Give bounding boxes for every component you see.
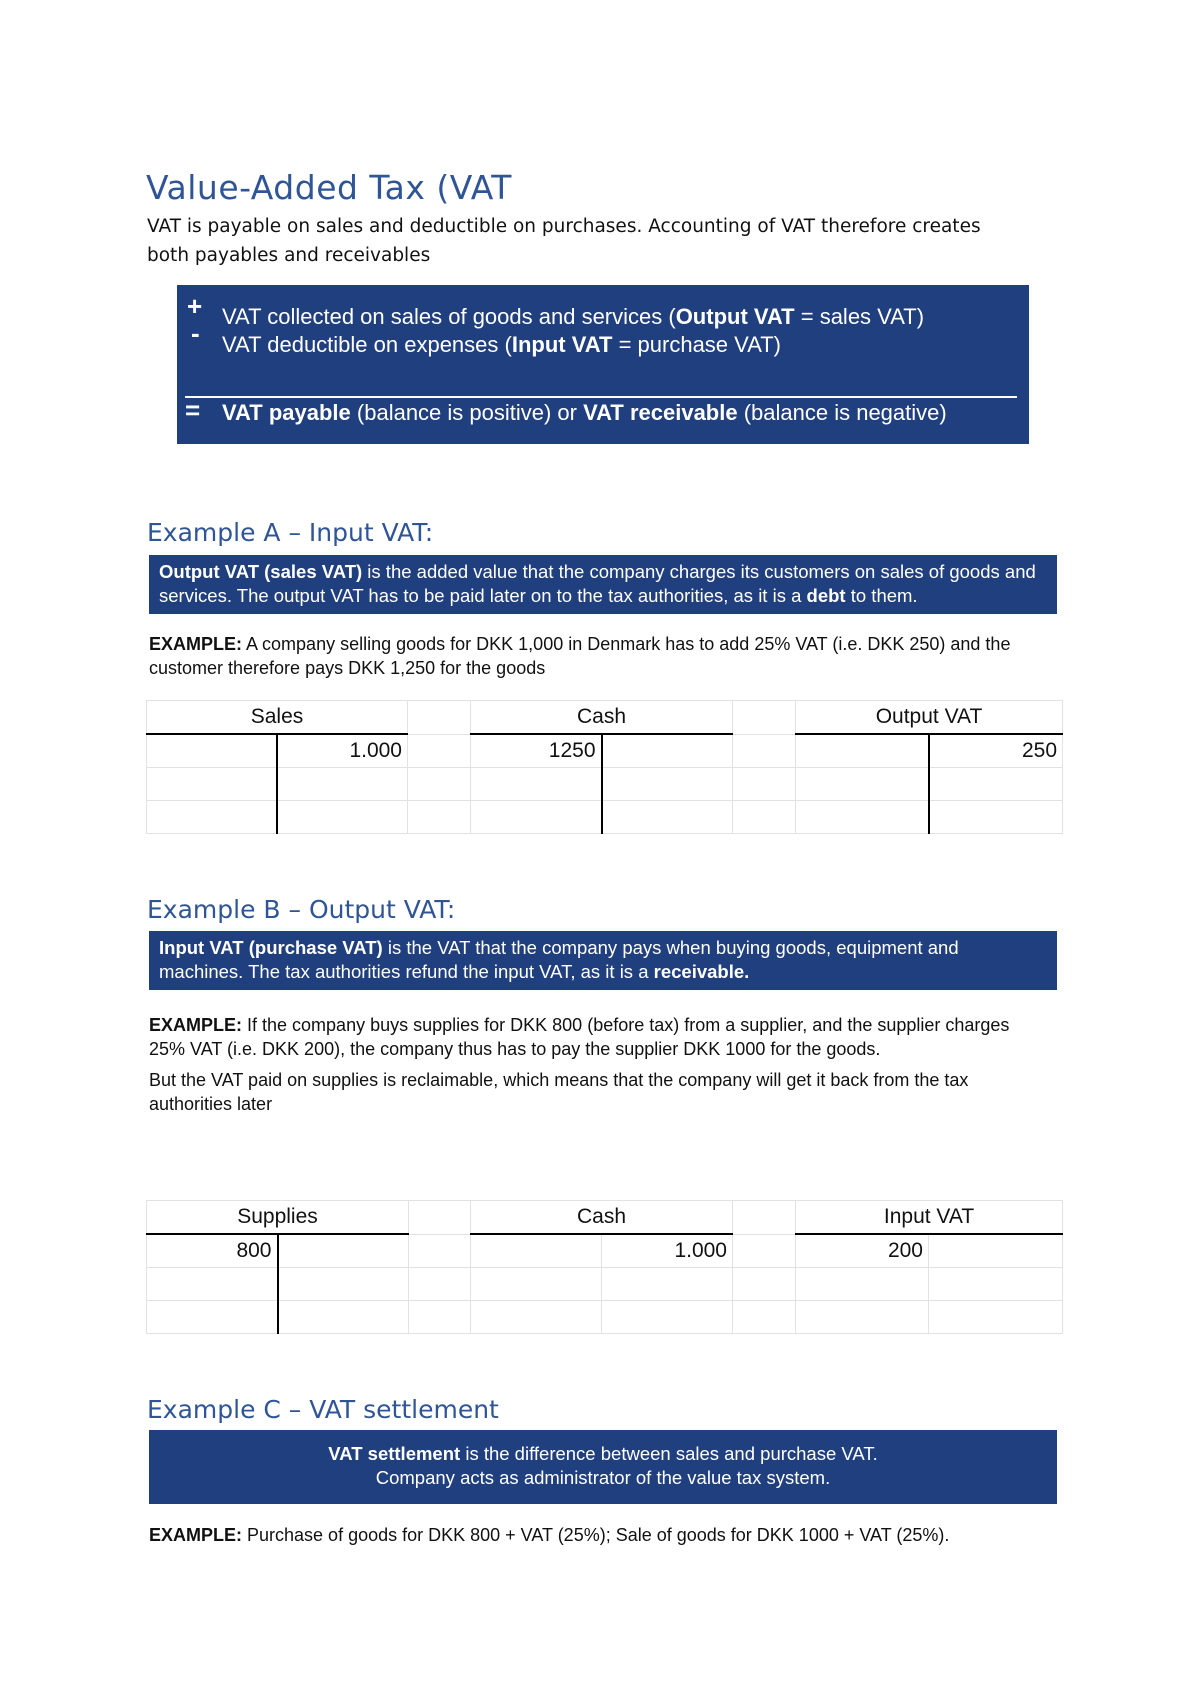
example-c-info-box <box>149 1430 1057 1504</box>
formula-line-output: VAT collected on sales of goods and services (Output VAT = sales VAT) <box>222 304 925 329</box>
example-b-t-accounts <box>146 1200 1063 1334</box>
account-name-supplies: Supplies <box>147 1201 409 1235</box>
example-b-heading: Example B – Output VAT: <box>147 895 456 924</box>
cash-debit <box>471 1234 602 1268</box>
account-name-cash: Cash <box>471 1201 733 1235</box>
equals-sign: = <box>185 395 201 425</box>
example-c-heading: Example C – VAT settlement <box>147 1395 499 1424</box>
supplies-credit <box>278 1234 409 1268</box>
example-a-t-accounts <box>146 700 1063 834</box>
example-c-info-line-1: VAT settlement is the difference between sales and purchase VAT. <box>328 1443 878 1464</box>
example-a-heading: Example A – Input VAT: <box>147 518 434 547</box>
cash-debit: 1250 <box>471 734 602 768</box>
page-title: Value-Added Tax (VAT <box>146 168 512 207</box>
minus-sign: - <box>191 318 200 348</box>
input-vat-credit <box>929 1234 1063 1268</box>
example-c-text: EXAMPLE: Purchase of goods for DKK 800 + VAT (25%); Sale of goods for DKK 1000 + VAT (25%). <box>149 1525 950 1545</box>
example-b-text-2: But the VAT paid on supplies is reclaimable, which means that the company will get it back from the tax authorities later <box>149 1070 969 1114</box>
account-name-cash: Cash <box>471 701 733 735</box>
example-a-info-box: Output VAT (sales VAT) is the added value that the company charges its customers on sales of goods and services. The output VAT has to be paid later on to the tax authorities, as it is a debt to them. <box>149 555 1057 614</box>
output-vat-debit <box>796 734 929 768</box>
formula-line-input: VAT deductible on expenses (Input VAT = purchase VAT) <box>222 332 782 357</box>
example-b-text: EXAMPLE: If the company buys supplies for DKK 800 (before tax) from a supplier, and the supplier charges 25% VAT (i.e. DKK 200), the company thus has to pay the supplier DKK 1000 for the goods. <box>149 1015 1010 1059</box>
input-vat-debit: 200 <box>796 1234 929 1268</box>
cash-credit <box>602 734 733 768</box>
formula-line-result: VAT payable (balance is positive) or VAT receivable (balance is negative) <box>222 400 947 425</box>
cash-credit: 1.000 <box>602 1234 733 1268</box>
sales-debit <box>147 734 277 768</box>
formula-divider <box>185 396 1017 398</box>
account-name-sales: Sales <box>147 701 408 735</box>
example-b-info-box: Input VAT (purchase VAT) is the VAT that the company pays when buying goods, equipment and machines. The tax authorities refund the input VAT, as it is a receivable. <box>149 931 1057 990</box>
sales-credit: 1.000 <box>277 734 408 768</box>
example-a-text: EXAMPLE: A company selling goods for DKK 1,000 in Denmark has to add 25% VAT (i.e. DKK 250) and the customer therefore pays DKK 1,250 for the goods <box>149 634 1011 678</box>
account-name-input-vat: Input VAT <box>796 1201 1063 1235</box>
supplies-debit: 800 <box>147 1234 278 1268</box>
output-vat-credit: 250 <box>929 734 1063 768</box>
plus-sign: + <box>187 291 203 321</box>
account-name-output-vat: Output VAT <box>796 701 1063 735</box>
intro-paragraph: VAT is payable on sales and deductible on purchases. Accounting of VAT therefore creates both payables and receivables <box>147 216 981 266</box>
vat-formula-box <box>177 285 1029 444</box>
example-c-info-line-2: Company acts as administrator of the value tax system. <box>375 1467 831 1488</box>
